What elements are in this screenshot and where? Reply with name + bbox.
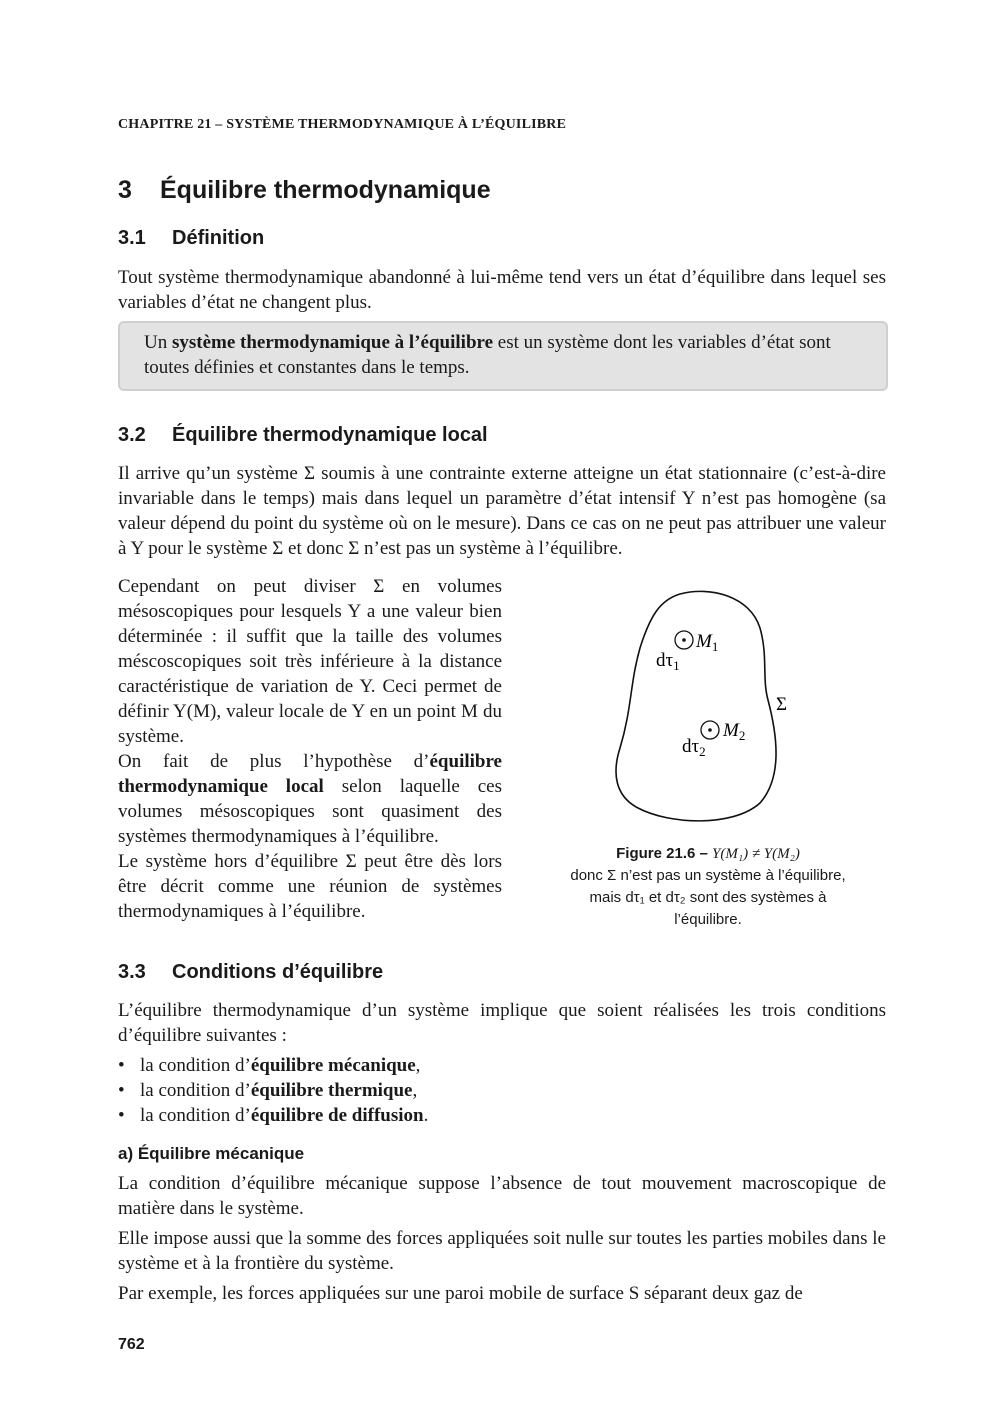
- paragraph-heading-a: a) Équilibre mécanique: [118, 1144, 305, 1163]
- system-figure: [610, 588, 810, 828]
- subsection-3-2-heading: [118, 424, 488, 447]
- local-equilibrium-paragraph: Il arrive qu’un système Σ soumis à une contrainte externe atteigne un état stationnaire (c’est-à-dire invariable dans le temps) mais dans lequel un paramètre d’état intensif Y n’est pas homogène (sa valeur dépend du point du système où on le mesure). Dans ce cas on ne peut pas attribuer une valeur à Y pour le système Σ et donc Σ n’est pas un système à l’équilibre.: [118, 463, 886, 559]
- conditions-list: [118, 1053, 428, 1128]
- subsection-number: 3.2: [118, 424, 146, 446]
- definition-box: [118, 321, 888, 391]
- label-dtau1: $d\tau_1$: [656, 650, 680, 673]
- definition-term: système thermodynamique à l’équilibre: [171, 332, 494, 353]
- column-paragraph-1: Cependant on peut diviser Σ en volumes mésoscopiques pour lesquels Y a une valeur bien déterminée : il suffit que la taille des volumes méscoscopiques soit très inférieure à la distance caractéristique de variation de Y. Ceci permet de définir Y(M), valeur locale de Y en un point M du système.: [118, 576, 502, 747]
- mechanical-paragraph-2: Elle impose aussi que la somme des forces appliquées soit nulle sur toutes les parties mobiles dans le système et à la frontière du système.: [118, 1228, 886, 1274]
- caption-formula: Y(M₁) ≠ Y(M₂): [712, 846, 800, 862]
- caption-label: Figure 21.6: [616, 845, 696, 862]
- section-number: 3: [118, 176, 132, 204]
- subsection-number: 3.3: [118, 961, 146, 983]
- definition-intro: Tout système thermodynamique abandonné à lui-même tend vers un état d’équilibre dans lequel ses variables d’état ne changent plus.: [118, 267, 886, 313]
- definition-post: est un système dont les variables d’état sont toutes définies et constantes dans le temps.: [144, 332, 831, 378]
- subsection-title: Définition: [172, 227, 265, 249]
- text-column: [118, 574, 502, 924]
- caption-dash: –: [695, 845, 713, 862]
- section-title: Équilibre thermodynamique: [160, 176, 491, 204]
- list-item: • la condition d’équilibre thermique,: [118, 1078, 428, 1103]
- caption-text: donc Σ n’est pas un système à l’équilibre, mais dτ₁ et dτ₂ sont des systèmes à l’équilibre.: [570, 867, 846, 928]
- mechanical-paragraph-3: Par exemple, les forces appliquées sur une paroi mobile de surface S séparant deux gaz de: [118, 1283, 803, 1304]
- label-m2: $M_2$: [723, 720, 746, 743]
- column-paragraph-3: Le système hors d’équilibre Σ peut être dès lors être décrit comme une réunion de systèmes thermodynamiques à l’équilibre.: [118, 851, 502, 922]
- subsection-title: Conditions d’équilibre: [172, 961, 384, 983]
- mechanical-paragraph-1: La condition d’équilibre mécanique suppose l’absence de tout mouvement macroscopique de matière dans le système.: [118, 1173, 886, 1219]
- figure-caption: [558, 843, 858, 931]
- list-item: • la condition d’équilibre mécanique,: [118, 1053, 428, 1078]
- col-p2-term: équilibre thermodynamique local: [118, 751, 502, 797]
- subsection-title: Équilibre thermodynamique local: [172, 424, 488, 446]
- subsection-3-3-heading: [118, 961, 383, 984]
- point-m2-dot: [708, 728, 712, 732]
- section-heading: [118, 176, 491, 205]
- label-m1: $M_1$: [696, 631, 719, 654]
- label-dtau2: $d\tau_2$: [682, 736, 706, 759]
- label-sigma: Σ: [776, 694, 788, 715]
- conditions-intro: L’équilibre thermodynamique d’un système implique que soient réalisées les trois conditions d’équilibre suivantes :: [118, 1000, 886, 1046]
- col-p2-post: selon laquelle ces volumes mésoscopiques sont quasiment des systèmes thermodynamiques à l’équilibre.: [118, 776, 502, 847]
- subsection-3-1-heading: [118, 227, 264, 250]
- list-item: • la condition d’équilibre de diffusion.: [118, 1103, 428, 1128]
- system-boundary: [616, 591, 776, 821]
- column-paragraph-2: [118, 749, 502, 849]
- page-number: 762: [118, 1336, 145, 1353]
- subsection-number: 3.1: [118, 227, 146, 249]
- point-m1-dot: [682, 638, 686, 642]
- definition-pre: Un: [144, 332, 172, 353]
- col-p2-pre: On fait de plus l’hypothèse d’: [118, 751, 430, 772]
- running-head: CHAPITRE 21 – SYSTÈME THERMODYNAMIQUE À L’ÉQUILIBRE: [118, 117, 567, 132]
